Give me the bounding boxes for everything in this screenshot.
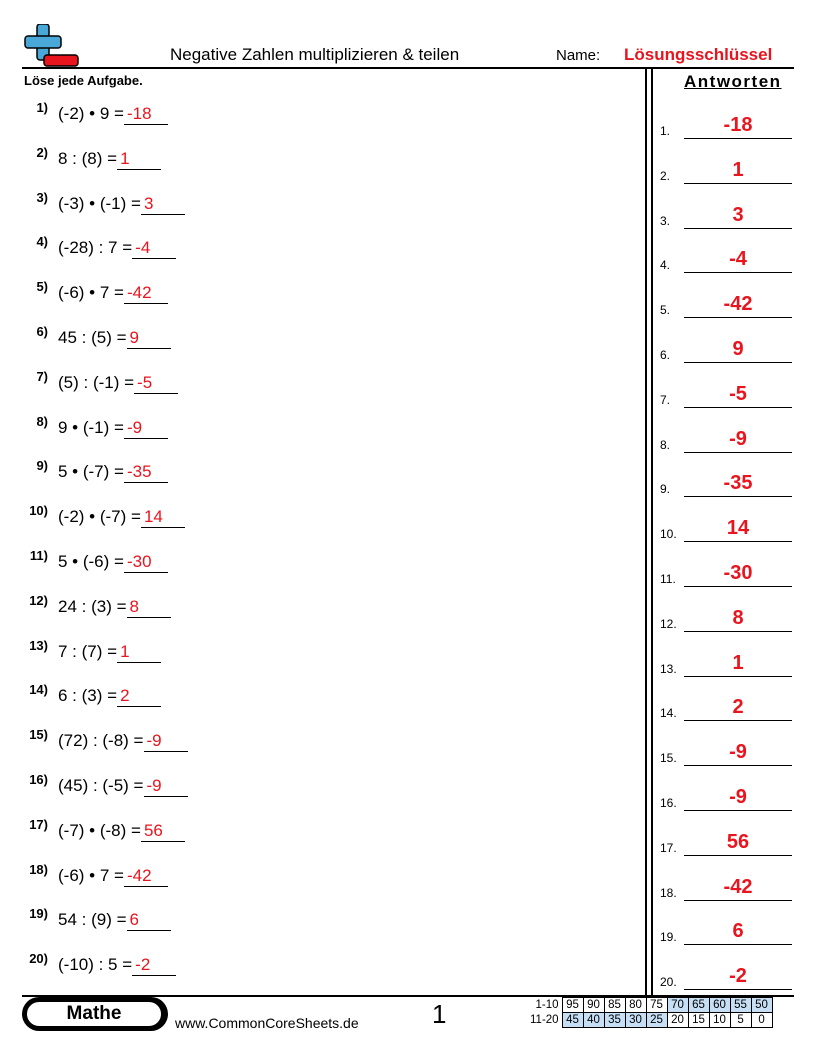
score-cell: 85	[604, 998, 625, 1013]
answer-key-value: -9	[729, 741, 747, 764]
score-cell: 95	[562, 998, 583, 1013]
answer-key-row	[660, 336, 792, 366]
answer-key-value: -4	[729, 248, 747, 271]
answer-key-line	[684, 676, 792, 677]
answer-blank[interactable]: -35	[124, 462, 168, 483]
problem-text: (5) : (-1) =	[58, 372, 135, 392]
answer-blank[interactable]: -2	[132, 955, 176, 976]
score-cell: 70	[667, 998, 688, 1013]
problem-number: 4)	[36, 234, 48, 250]
answer-blank[interactable]: -4	[132, 238, 176, 259]
answer-key-number: 2.	[660, 168, 671, 183]
problem-number: 2)	[36, 144, 48, 160]
answer-key-number: 7.	[660, 392, 671, 407]
answer-key-row	[660, 426, 792, 456]
answer-key-number: 11.	[660, 572, 676, 586]
problem-expression	[58, 686, 161, 707]
answer-key-number: 17.	[660, 840, 677, 855]
answer-key-number: 16.	[660, 796, 677, 810]
score-cell: 75	[646, 998, 667, 1013]
problem-text: 6 : (3) =	[58, 686, 118, 706]
problem-text: 24 : (3) =	[58, 596, 127, 616]
problem-text: (45) : (-5) =	[58, 776, 144, 795]
answer-blank[interactable]: -9	[144, 731, 188, 752]
score-cell: 50	[751, 998, 772, 1013]
answer-key-row	[660, 739, 792, 769]
problem-text: (72) : (-8) =	[58, 731, 144, 751]
score-cell: 55	[730, 998, 751, 1013]
problem-number: 11)	[29, 548, 48, 563]
answer-key-row	[660, 918, 792, 948]
problem-expression	[58, 104, 168, 125]
problem-text: (-6) • 7 =	[58, 283, 124, 303]
answer-key-line	[684, 810, 792, 811]
score-table	[528, 997, 773, 1028]
answer-key-value: -9	[729, 786, 747, 808]
answer-key-number: 12.	[660, 616, 677, 631]
page-number: 1	[432, 999, 447, 1029]
answer-key-value: -35	[723, 472, 753, 495]
problem-expression	[58, 194, 185, 215]
answer-key-line	[684, 496, 792, 497]
score-range-label: 1-10	[535, 999, 559, 1011]
answer-key-line	[684, 541, 792, 542]
problem-row	[24, 951, 624, 981]
score-cell: 40	[583, 1013, 604, 1028]
answer-key-line	[684, 138, 792, 139]
answer-key-row	[660, 874, 792, 904]
answer-key-value: 6	[732, 920, 744, 943]
answer-key-line	[684, 900, 792, 901]
answer-blank[interactable]: 9	[127, 328, 171, 349]
problem-row	[24, 727, 624, 757]
problem-number: 7)	[36, 368, 48, 384]
problem-text: (-10) : 5 =	[58, 955, 133, 975]
problem-row	[24, 772, 624, 802]
score-cell: 35	[604, 1013, 625, 1028]
problem-expression	[58, 910, 171, 931]
answer-key-row	[660, 560, 792, 590]
header-divider	[22, 67, 794, 69]
answer-key-value: 2	[732, 696, 744, 719]
score-cell: 45	[562, 1013, 583, 1028]
score-cell: 25	[646, 1013, 667, 1028]
answer-blank[interactable]: -18	[124, 104, 168, 125]
problem-expression	[58, 731, 188, 752]
answer-key-line	[684, 407, 792, 408]
answer-key-line	[684, 765, 792, 766]
answer-key-number: 10.	[660, 527, 677, 542]
answer-key-value: -30	[723, 562, 753, 584]
problem-expression	[58, 955, 176, 976]
problem-expression	[58, 149, 161, 170]
answer-key-value: -5	[729, 382, 747, 405]
problem-text: 8 : (8) =	[58, 148, 118, 168]
score-cell: 5	[730, 1013, 751, 1028]
problem-number: 1)	[36, 100, 48, 115]
problem-text: (-6) • 7 =	[58, 865, 124, 885]
name-value: Lösungsschlüssel	[624, 45, 773, 64]
plus-minus-logo-icon	[24, 24, 80, 68]
problem-number: 12)	[29, 592, 48, 608]
problem-number: 8)	[36, 413, 48, 429]
website-link[interactable]: www.CommonCoreSheets.de	[175, 1015, 359, 1031]
score-cell: 20	[667, 1013, 688, 1028]
problem-number: 3)	[36, 189, 48, 205]
answer-key-line	[684, 272, 792, 273]
problem-row	[24, 862, 624, 892]
problem-expression	[58, 373, 178, 394]
problem-row	[24, 100, 624, 130]
answer-key-line	[684, 631, 792, 632]
problem-number: 15)	[29, 727, 48, 743]
problem-expression	[58, 597, 171, 618]
answer-key-value: -18	[723, 114, 753, 136]
problem-number: 10)	[29, 503, 48, 519]
problem-row	[24, 906, 624, 936]
problem-number: 14)	[29, 682, 48, 698]
problem-text: 9 • (-1) =	[58, 417, 124, 437]
problem-text: 5 • (-6) =	[58, 552, 124, 571]
problem-number: 5)	[36, 279, 48, 295]
answer-key-row	[660, 112, 792, 142]
answer-blank[interactable]: 1	[117, 149, 161, 170]
problem-row	[24, 682, 624, 712]
answer-key-row	[660, 784, 792, 814]
answer-key-line	[684, 228, 792, 229]
answer-key-value: 3	[732, 203, 744, 226]
answer-key-value: 1	[732, 158, 744, 181]
problem-row	[24, 369, 624, 399]
answer-key-value: 1	[732, 651, 744, 674]
problem-expression	[58, 776, 188, 797]
problem-number: 17)	[29, 816, 48, 832]
answer-key-number: 20.	[660, 975, 677, 990]
score-cell: 15	[688, 1013, 709, 1028]
problem-row	[24, 817, 624, 847]
problem-expression	[58, 462, 168, 483]
answer-blank[interactable]: 8	[127, 597, 171, 618]
problem-expression	[58, 418, 168, 439]
answer-key-line	[684, 989, 792, 990]
answer-key-row	[660, 829, 792, 859]
answer-key-value: 9	[732, 338, 744, 360]
answer-blank[interactable]: 56	[141, 821, 185, 842]
problem-row	[24, 458, 624, 488]
answer-key-number: 13.	[660, 661, 677, 676]
problem-row	[24, 503, 624, 533]
answer-key-value: -42	[723, 875, 753, 898]
answer-blank[interactable]: 6	[127, 910, 171, 931]
problem-row	[24, 190, 624, 220]
problem-expression	[58, 821, 185, 842]
problem-row	[24, 638, 624, 668]
score-cell: 90	[583, 998, 604, 1013]
answer-key-row	[660, 202, 792, 232]
problem-expression	[58, 507, 185, 528]
problem-text: (-3) • (-1) =	[58, 193, 141, 213]
answer-key-value: 56	[726, 830, 750, 853]
answer-blank[interactable]: -42	[124, 866, 168, 887]
problem-expression	[58, 866, 168, 887]
problem-row	[24, 145, 624, 175]
problem-text: 7 : (7) =	[58, 641, 118, 661]
answer-key-value: 14	[726, 517, 750, 540]
answer-key-row	[660, 291, 792, 321]
answer-key-row	[660, 694, 792, 724]
score-cell: 60	[709, 998, 730, 1013]
problem-row	[24, 279, 624, 309]
answer-key-value: -9	[729, 427, 747, 450]
answer-key-row	[660, 650, 792, 680]
problem-number: 18)	[29, 861, 48, 877]
problem-expression	[58, 238, 176, 259]
subject-badge: Mathe	[24, 999, 164, 1029]
answer-key-row	[660, 381, 792, 411]
answer-key-value: -42	[723, 293, 753, 316]
problem-text: (-28) : 7 =	[58, 238, 133, 258]
answer-key-number: 6.	[660, 348, 671, 362]
worksheet-title: Negative Zahlen multiplizieren & teilen	[170, 45, 460, 64]
answer-key-line	[684, 586, 792, 587]
problem-text: (-2) • (-7) =	[58, 507, 141, 527]
answer-key-number: 8.	[660, 437, 671, 452]
answer-blank[interactable]: -9	[144, 776, 188, 797]
problem-row	[24, 593, 624, 623]
answer-key-row	[660, 246, 792, 276]
problem-number: 16)	[29, 772, 48, 787]
problem-row	[24, 414, 624, 444]
answer-key-number: 9.	[660, 482, 671, 497]
answer-blank[interactable]: 1	[117, 642, 161, 663]
score-cell: 80	[625, 998, 646, 1013]
problem-number: 13)	[29, 637, 48, 653]
answer-key-number: 15.	[660, 751, 677, 766]
answer-blank[interactable]: 14	[141, 507, 185, 528]
problem-expression	[58, 328, 171, 349]
answers-heading: Antworten	[684, 72, 782, 91]
answer-key-number: 18.	[660, 885, 677, 900]
problem-number: 9)	[36, 458, 48, 474]
answer-key-row	[660, 515, 792, 545]
score-cell: 30	[625, 1013, 646, 1028]
answer-key-line	[684, 452, 792, 453]
answer-key-line	[684, 183, 792, 184]
problem-text: (-7) • (-8) =	[58, 820, 141, 840]
answer-key-value: -2	[729, 965, 747, 988]
score-cell: 0	[751, 1013, 772, 1028]
answer-key-number: 5.	[660, 303, 671, 318]
answer-key-line	[684, 317, 792, 318]
answer-blank[interactable]: -30	[124, 552, 168, 573]
answer-key-number: 1.	[660, 124, 671, 138]
score-cell: 10	[709, 1013, 730, 1028]
score-cell: 65	[688, 998, 709, 1013]
answer-key-row	[660, 963, 792, 993]
answer-blank[interactable]: -42	[124, 283, 168, 304]
problem-text: 45 : (5) =	[58, 328, 127, 347]
problem-text: (-2) • 9 =	[58, 104, 124, 123]
answer-blank[interactable]: -5	[134, 373, 178, 394]
answer-key-number: 14.	[660, 706, 677, 721]
problem-row	[24, 548, 624, 578]
problem-number: 20)	[29, 951, 48, 967]
score-row	[528, 998, 772, 1013]
problem-expression	[58, 552, 168, 573]
instructions: Löse jede Aufgabe.	[24, 73, 143, 88]
answer-key-line	[684, 720, 792, 721]
problem-number: 6)	[36, 324, 48, 339]
answer-key-row	[660, 157, 792, 187]
answer-key-number: 4.	[660, 258, 671, 273]
problem-text: 54 : (9) =	[58, 910, 127, 930]
problem-row	[24, 234, 624, 264]
answer-key-number: 3.	[660, 213, 671, 228]
answer-key-line	[684, 944, 792, 945]
problem-row	[24, 324, 624, 354]
answer-blank[interactable]: 3	[141, 194, 185, 215]
answer-key-line	[684, 855, 792, 856]
problem-text: 5 • (-7) =	[58, 462, 124, 482]
answer-key-line	[684, 362, 792, 363]
problem-number: 19)	[29, 906, 48, 922]
problem-expression	[58, 283, 168, 304]
answer-blank[interactable]: -9	[124, 418, 168, 439]
answer-key-row	[660, 605, 792, 635]
answer-key-value: 8	[732, 606, 744, 629]
answer-blank[interactable]: 2	[117, 686, 161, 707]
name-label: Name:	[556, 47, 601, 64]
problem-expression	[58, 642, 161, 663]
column-divider	[651, 67, 653, 996]
score-row	[528, 1013, 772, 1028]
answer-key-row	[660, 470, 792, 500]
column-divider	[645, 67, 647, 996]
answer-key-number: 19.	[660, 930, 677, 945]
score-range-label: 11-20	[530, 1014, 559, 1026]
